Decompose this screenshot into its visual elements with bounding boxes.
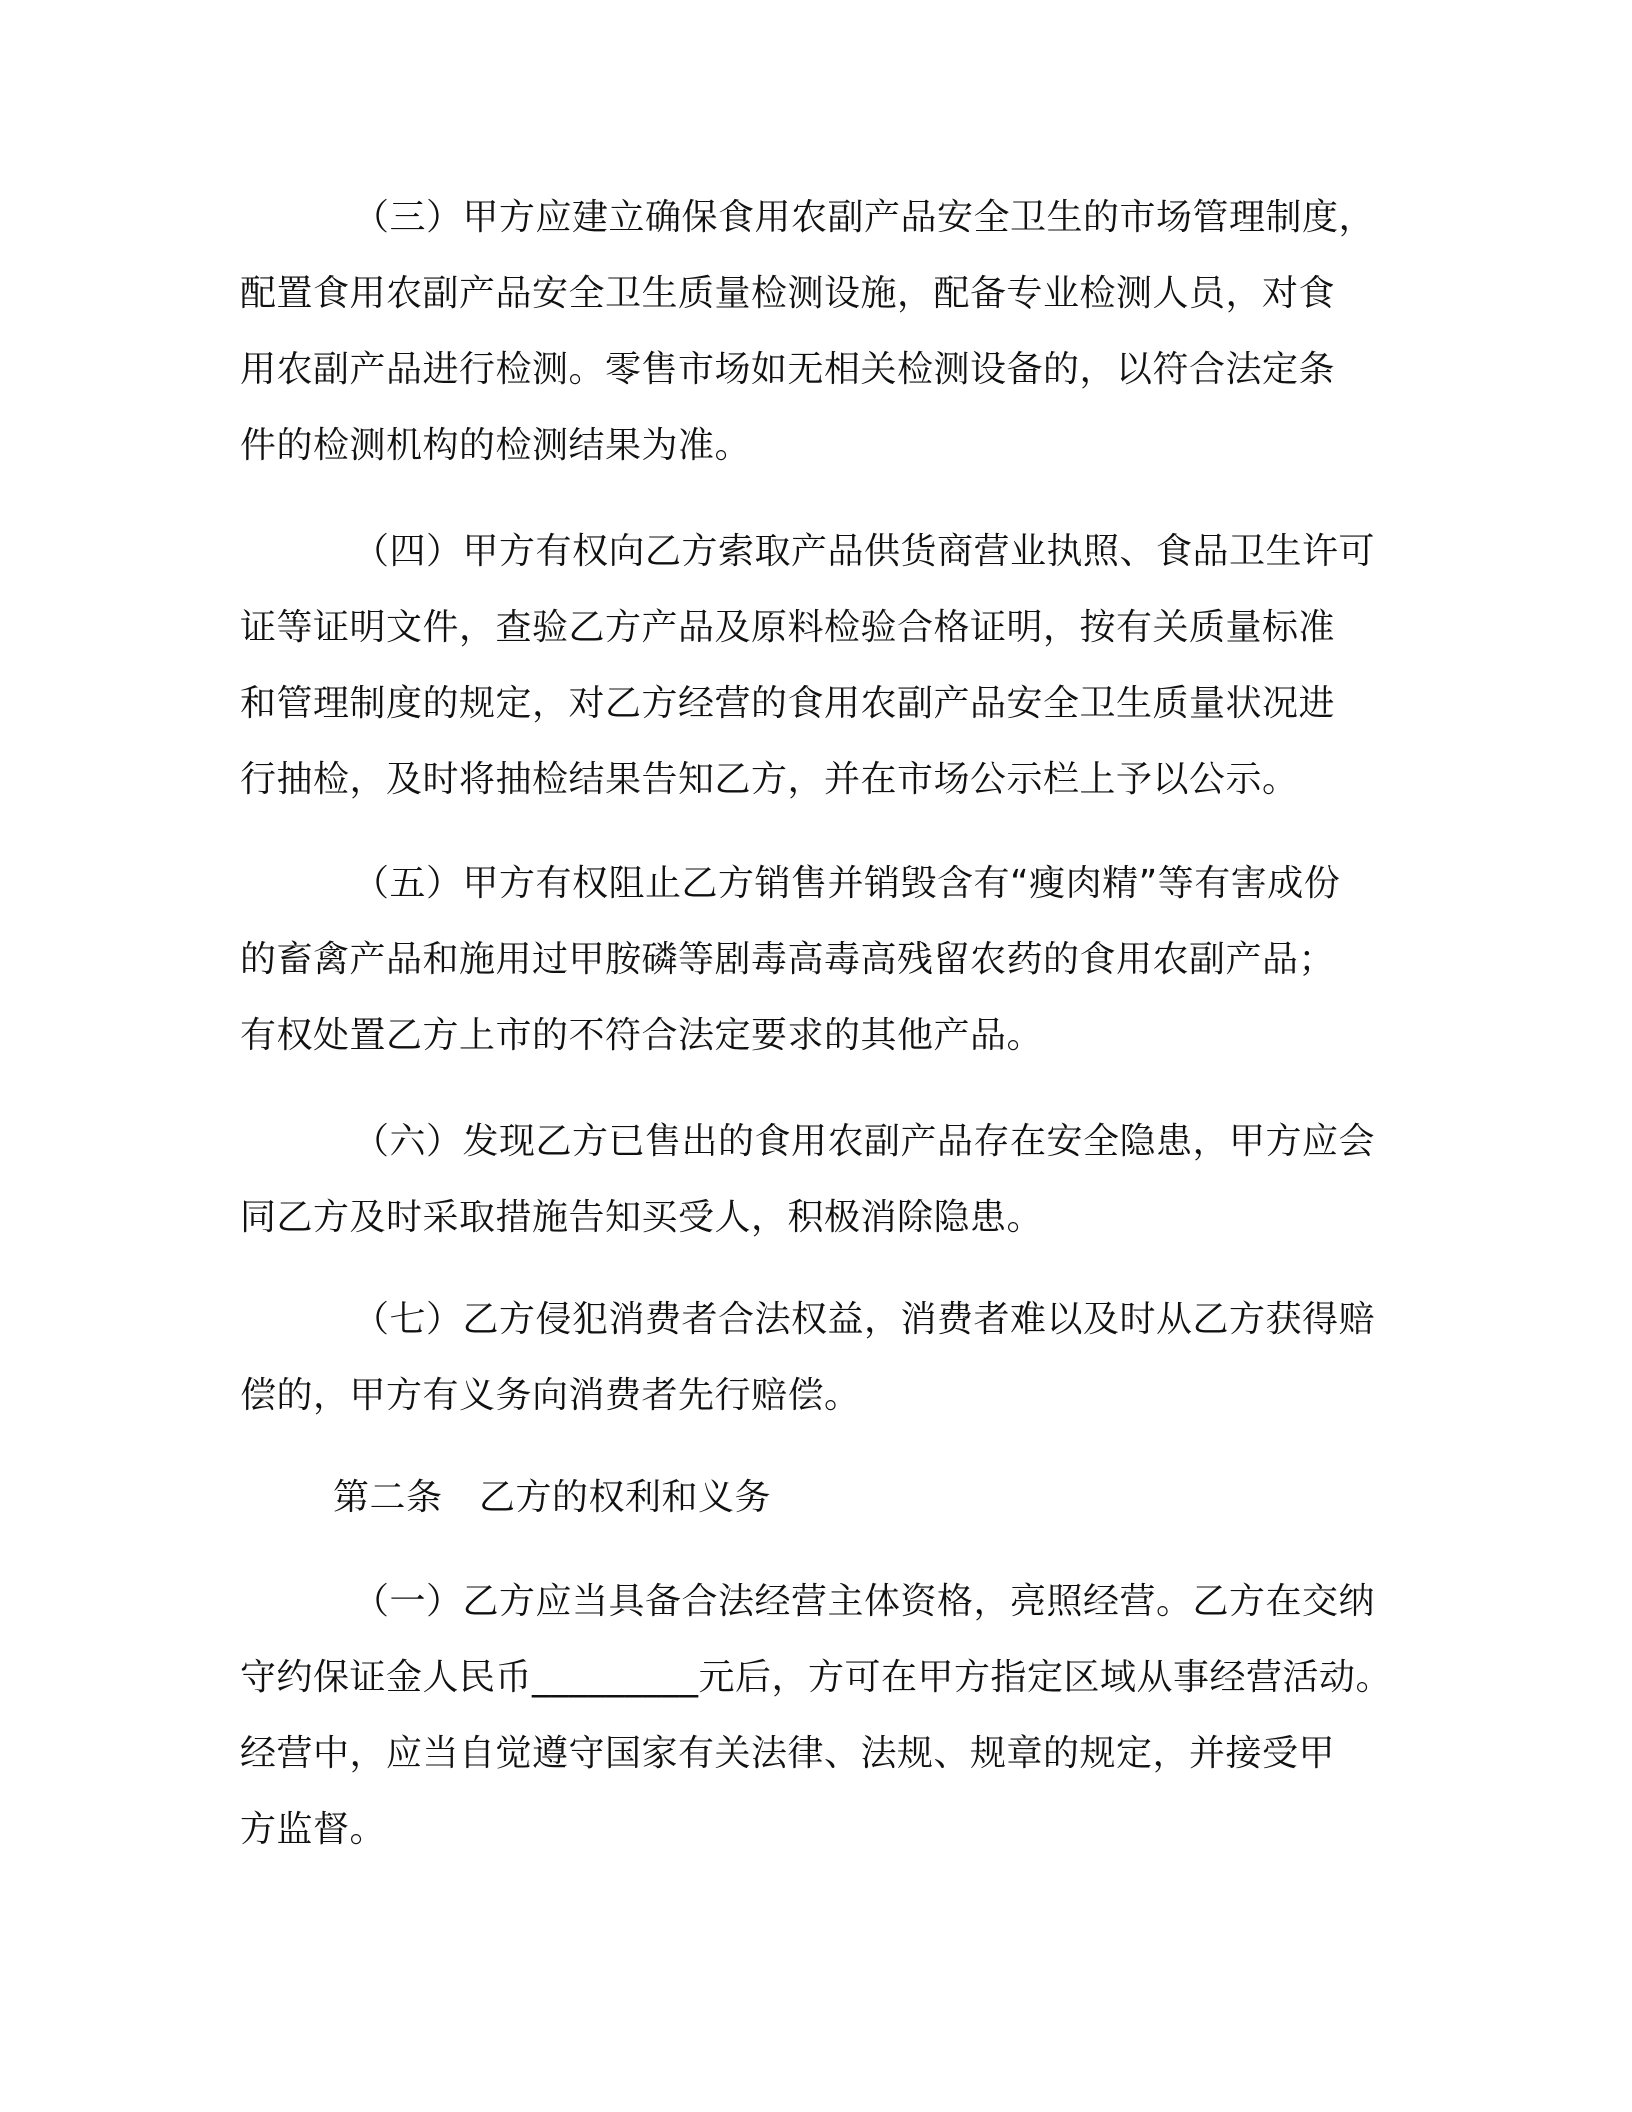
paragraph-line: （一）乙方应当具备合法经营主体资格，亮照经营。乙方在交纳	[353, 1581, 1376, 1622]
paragraph-line: 同乙方及时采取措施告知买受人，积极消除隐患。	[240, 1197, 1044, 1238]
paragraph-line: （五）甲方有权阻止乙方销售并销毁含有“瘦肉精”等有害成份	[353, 863, 1341, 904]
paragraph-line: 证等证明文件，查验乙方产品及原料检验合格证明，按有关质量标准	[240, 607, 1336, 648]
paragraph-line: （六）发现乙方已售出的食用农副产品存在安全隐患，甲方应会	[353, 1121, 1376, 1162]
paragraph-line: （七）乙方侵犯消费者合法权益，消费者难以及时从乙方获得赔	[353, 1299, 1376, 1340]
paragraph-line: 守约保证金人民币_________元后，方可在甲方指定区域从事经营活动。	[240, 1657, 1393, 1698]
paragraph-line: 方监督。	[240, 1809, 387, 1850]
paragraph-line: 行抽检，及时将抽检结果告知乙方，并在市场公示栏上予以公示。	[240, 759, 1299, 800]
paragraph-line: 经营中，应当自觉遵守国家有关法律、法规、规章的规定，并接受甲	[240, 1733, 1336, 1774]
paragraph-line: 偿的，甲方有义务向消费者先行赔偿。	[240, 1375, 861, 1416]
paragraph-line: （四）甲方有权向乙方索取产品供货商营业执照、食品卫生许可	[353, 531, 1376, 572]
paragraph-line: 配置食用农副产品安全卫生质量检测设施，配备专业检测人员，对食	[240, 273, 1336, 314]
paragraph-line: 件的检测机构的检测结果为准。	[240, 425, 752, 466]
paragraph-line: 用农副产品进行检测。零售市场如无相关检测设备的，以符合法定条	[240, 349, 1336, 390]
paragraph-line: 的畜禽产品和施用过甲胺磷等剧毒高毒高残留农药的食用农副产品；	[240, 939, 1336, 980]
paragraph-line: 和管理制度的规定，对乙方经营的食用农副产品安全卫生质量状况进	[240, 683, 1336, 724]
article-title: 第二条 乙方的权利和义务	[333, 1477, 772, 1518]
paragraph-line: （三）甲方应建立确保食用农副产品安全卫生的市场管理制度，	[353, 197, 1376, 238]
paragraph-line: 有权处置乙方上市的不符合法定要求的其他产品。	[240, 1015, 1044, 1056]
